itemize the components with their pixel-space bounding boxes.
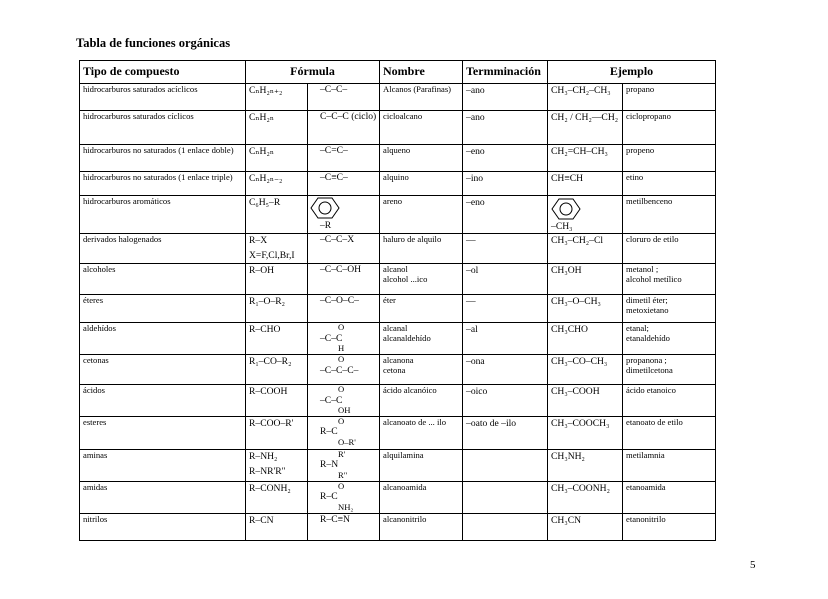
table-row: [80, 84, 716, 111]
cell-ejemplo-nombre-text: ciclopropano: [626, 111, 671, 121]
cell-nombre-text: ácido alcanóico: [383, 384, 437, 395]
cell-ejemplo-formula-text: CH₃–O–CH₃: [551, 296, 601, 308]
cell-ejemplo-formula: [548, 295, 623, 323]
cell-nombre-text: cicloalcano: [383, 111, 423, 121]
table-row: [80, 172, 716, 196]
cell-tipo-text: nitrilos: [83, 513, 108, 524]
cell-nombre-text: alcanona: [383, 354, 414, 365]
cell-formula-general-text: R₁–CO–R₂: [249, 355, 292, 367]
cell-formula-general: [246, 354, 308, 384]
cell-tipo: [80, 481, 246, 513]
cell-nombre-text: haluro de alquilo: [383, 234, 442, 245]
table-row: [80, 145, 716, 172]
cell-tipo: [80, 449, 246, 481]
cell-ejemplo-formula: [548, 323, 623, 355]
cell-formula-general-text: X=F,Cl,Br,I: [249, 250, 295, 262]
table-row: [80, 196, 716, 234]
cell-terminacion: [463, 295, 548, 323]
cell-nombre: [380, 481, 463, 513]
cell-formula-general: [246, 145, 308, 172]
table-row: [80, 295, 716, 323]
cell-ejemplo-formula: [548, 172, 623, 196]
cell-nombre-text: cetona: [383, 364, 406, 375]
cell-nombre: [380, 234, 463, 264]
cell-formula-structure-text: R–C: [320, 491, 338, 503]
cell-formula-structure-text: R–C: [320, 426, 338, 438]
benzene-ring-icon: [310, 196, 340, 220]
cell-formula-structure-text: R': [338, 449, 346, 459]
cell-formula-structure: [308, 481, 380, 513]
cell-terminacion-text: –ino: [466, 173, 484, 184]
cell-nombre-text: areno: [383, 196, 403, 206]
cell-formula-general: [246, 384, 308, 416]
cell-formula-structure-text: –R: [320, 220, 332, 231]
cell-formula-general: [246, 323, 308, 355]
table-row: [80, 111, 716, 145]
cell-formula-general-text: R–OH: [249, 265, 275, 277]
cell-tipo: [80, 234, 246, 264]
cell-nombre: [380, 513, 463, 540]
cell-ejemplo-nombre-text: dimetilcetona: [626, 364, 673, 375]
cell-terminacion-text: –eno: [466, 197, 485, 208]
cell-nombre: [380, 145, 463, 172]
cell-tipo: [80, 416, 246, 449]
cell-tipo-text: alcoholes: [83, 264, 116, 275]
cell-terminacion-text: –oico: [466, 385, 488, 397]
cell-tipo: [80, 84, 246, 111]
cell-formula-general-text: R–CHO: [249, 324, 281, 336]
header-nombre: Nombre: [380, 61, 463, 84]
cell-ejemplo-formula-text: CH₃–CH₂–CH₃: [551, 85, 611, 96]
cell-ejemplo-formula-text: CH₃CHO: [551, 324, 588, 336]
cell-tipo: [80, 111, 246, 145]
cell-formula-structure: [308, 84, 380, 111]
cell-nombre: [380, 196, 463, 234]
cell-terminacion-text: –ol: [466, 265, 479, 277]
cell-ejemplo-formula-text: CH₃–COONH₂: [551, 482, 610, 494]
cell-tipo: [80, 354, 246, 384]
cell-ejemplo-nombre-text: metanol ;: [626, 264, 659, 275]
cell-formula-general-text: R₁–O–R₂: [249, 296, 286, 308]
cell-formula-general-text: CₙH₂ₙ: [249, 146, 274, 157]
cell-ejemplo-nombre-text: cloruro de etilo: [626, 234, 679, 245]
cell-tipo-text: derivados halogenados: [83, 234, 162, 245]
table-row: [80, 323, 716, 355]
cell-tipo-text: aldehídos: [83, 323, 116, 334]
cell-formula-structure-text: –C–O–C–: [320, 295, 359, 307]
cell-ejemplo-nombre-text: propanona ;: [626, 354, 667, 365]
cell-ejemplo-nombre-text: metilamnia: [626, 449, 665, 460]
cell-formula-structure-text: –C–C–OH: [320, 264, 362, 276]
cell-ejemplo-formula-text: –CH₃: [551, 221, 573, 232]
cell-ejemplo-formula: [548, 481, 623, 513]
cell-formula-general-text: R–NH₂: [249, 450, 278, 462]
cell-formula-general-text: CₙH₂ₙ₋₂: [249, 173, 283, 184]
cell-tipo-text: esteres: [83, 416, 107, 427]
page-number: 5: [750, 559, 756, 571]
cell-terminacion: [463, 172, 548, 196]
cell-nombre: [380, 264, 463, 295]
cell-formula-general-text: CₙH₂ₙ: [249, 112, 274, 123]
cell-ejemplo-nombre: [623, 295, 716, 323]
cell-terminacion-text: –oato de –ilo: [466, 417, 517, 429]
table-row: [80, 513, 716, 540]
functions-table: [79, 60, 716, 541]
cell-formula-structure: [308, 145, 380, 172]
cell-nombre-text: alquino: [383, 172, 409, 182]
cell-tipo: [80, 172, 246, 196]
cell-tipo-text: éteres: [83, 295, 104, 306]
cell-formula-structure-text: –C≡C–: [320, 172, 348, 183]
cell-ejemplo-nombre: [623, 196, 716, 234]
cell-formula-structure: [308, 172, 380, 196]
cell-terminacion: [463, 84, 548, 111]
cell-nombre: [380, 416, 463, 449]
cell-nombre-text: alcanal: [383, 323, 408, 334]
cell-ejemplo-formula: [548, 449, 623, 481]
cell-formula-structure-text: –C–C–C–: [320, 364, 359, 376]
cell-terminacion: [463, 384, 548, 416]
cell-tipo: [80, 384, 246, 416]
cell-formula-structure: [308, 196, 380, 234]
cell-tipo: [80, 295, 246, 323]
cell-nombre-text: alcanoamida: [383, 481, 427, 492]
cell-ejemplo-nombre-text: etino: [626, 172, 644, 182]
cell-formula-structure: [308, 449, 380, 481]
cell-nombre: [380, 449, 463, 481]
cell-formula-structure: [308, 384, 380, 416]
cell-ejemplo-formula: [548, 416, 623, 449]
header-terminacion: Termminación: [463, 61, 548, 84]
cell-formula-general: [246, 234, 308, 264]
cell-nombre-text: alcanol: [383, 264, 408, 275]
cell-ejemplo-nombre-text: metilbenceno: [626, 196, 673, 206]
cell-tipo: [80, 196, 246, 234]
cell-terminacion: [463, 323, 548, 355]
cell-formula-general: [246, 449, 308, 481]
cell-ejemplo-nombre: [623, 264, 716, 295]
cell-tipo-text: hidrocarburos saturados cíclicos: [83, 111, 194, 121]
cell-ejemplo-nombre-text: etanoato de etilo: [626, 416, 683, 427]
header-row: [80, 61, 716, 84]
cell-formula-structure-text: –C–C: [320, 332, 343, 344]
cell-ejemplo-formula: [548, 264, 623, 295]
cell-terminacion: [463, 416, 548, 449]
cell-formula-general: [246, 84, 308, 111]
cell-nombre-text: Alcanos (Parafinas): [383, 84, 452, 94]
cell-formula-general: [246, 264, 308, 295]
cell-terminacion: [463, 354, 548, 384]
cell-tipo-text: amidas: [83, 481, 108, 492]
cell-ejemplo-formula: [548, 354, 623, 384]
cell-ejemplo-formula-text: CH₂ / CH₂—CH₂: [551, 112, 619, 123]
cell-ejemplo-nombre: [623, 513, 716, 540]
cell-formula-structure: [308, 234, 380, 264]
cell-ejemplo-nombre: [623, 449, 716, 481]
cell-nombre-text: alquilamina: [383, 449, 424, 460]
cell-terminacion: [463, 234, 548, 264]
cell-nombre: [380, 172, 463, 196]
cell-tipo-text: hidrocarburos saturados acíclicos: [83, 84, 198, 94]
cell-terminacion: [463, 449, 548, 481]
cell-formula-structure-text: O–R': [338, 436, 356, 447]
cell-ejemplo-formula-text: CH₃NH₂: [551, 450, 585, 462]
cell-ejemplo-nombre-text: ácido etanoico: [626, 384, 676, 395]
cell-formula-general-text: R–CONH₂: [249, 482, 291, 494]
cell-formula-general-text: CₙH₂ₙ₊₂: [249, 85, 283, 96]
cell-terminacion-text: —: [466, 296, 476, 308]
cell-formula-structure-text: –C–C–: [320, 84, 348, 95]
table-row: [80, 449, 716, 481]
cell-tipo-text: cetonas: [83, 354, 109, 365]
cell-formula-general: [246, 196, 308, 234]
cell-formula-structure-text: O: [338, 322, 345, 333]
cell-terminacion: [463, 513, 548, 540]
cell-formula-general: [246, 481, 308, 513]
cell-nombre-text: alqueno: [383, 145, 411, 155]
cell-ejemplo-nombre: [623, 354, 716, 384]
cell-terminacion-text: –ano: [466, 112, 485, 123]
cell-terminacion: [463, 264, 548, 295]
cell-formula-structure: [308, 354, 380, 384]
page-title: Tabla de funciones orgánicas: [76, 36, 231, 50]
table-row: [80, 481, 716, 513]
cell-formula-structure-text: –C=C–: [320, 145, 348, 156]
cell-ejemplo-nombre: [623, 111, 716, 145]
cell-ejemplo-formula-text: CH₃–CH₂–Cl: [551, 235, 604, 247]
cell-terminacion-text: –ano: [466, 85, 485, 96]
cell-formula-structure: [308, 264, 380, 295]
cell-ejemplo-formula-text: CH₃–CO–CH₃: [551, 355, 608, 367]
cell-formula-general-text: C₆H₅–R: [249, 197, 281, 208]
table-row: [80, 264, 716, 295]
cell-ejemplo-nombre-text: etanonitrilo: [626, 513, 666, 524]
cell-ejemplo-formula-text: CH₂=CH–CH₃: [551, 146, 608, 157]
cell-ejemplo-formula: [548, 513, 623, 540]
cell-ejemplo-nombre: [623, 234, 716, 264]
cell-ejemplo-formula: [548, 384, 623, 416]
cell-tipo-text: hidrocarburos no saturados (1 enlace doble): [83, 145, 234, 155]
cell-nombre-text: alcanonitrilo: [383, 513, 427, 524]
table-row: [80, 354, 716, 384]
cell-tipo-text: aminas: [83, 449, 108, 460]
cell-ejemplo-nombre-text: etanaldehído: [626, 332, 670, 343]
cell-tipo-text: hidrocarburos aromáticos: [83, 196, 171, 206]
cell-formula-structure: [308, 323, 380, 355]
cell-ejemplo-nombre: [623, 145, 716, 172]
cell-formula-general-text: R–COO–R': [249, 417, 294, 429]
cell-nombre-text: alcanoato de ... ilo: [383, 416, 447, 427]
cell-ejemplo-nombre-text: propeno: [626, 145, 655, 155]
cell-ejemplo-formula: [548, 145, 623, 172]
cell-terminacion: [463, 111, 548, 145]
cell-nombre: [380, 354, 463, 384]
cell-nombre: [380, 84, 463, 111]
cell-formula-structure-text: O: [338, 354, 345, 364]
cell-tipo: [80, 264, 246, 295]
cell-nombre: [380, 111, 463, 145]
cell-nombre-text: alcanaldehído: [383, 332, 431, 343]
cell-ejemplo-formula-text: CH₃CN: [551, 514, 582, 526]
cell-ejemplo-formula-text: CH₃OH: [551, 265, 582, 277]
cell-formula-structure-text: R": [338, 469, 348, 480]
header-formula: Fórmula: [246, 61, 380, 84]
cell-formula-structure-text: C–C–C (ciclo): [320, 111, 377, 122]
cell-terminacion-text: –eno: [466, 146, 485, 157]
cell-tipo: [80, 513, 246, 540]
cell-terminacion: [463, 145, 548, 172]
cell-ejemplo-nombre-text: etanoamida: [626, 481, 666, 492]
cell-ejemplo-nombre: [623, 323, 716, 355]
cell-ejemplo-nombre-text: alcohol metílico: [626, 273, 682, 284]
cell-formula-structure-text: O: [338, 416, 345, 426]
header-ejemplo: Ejemplo: [548, 61, 716, 84]
cell-ejemplo-nombre: [623, 84, 716, 111]
cell-ejemplo-formula-text: CH₃–COOCH₃: [551, 417, 610, 429]
cell-formula-structure: [308, 416, 380, 449]
cell-tipo-text: hidrocarburos no saturados (1 enlace triple): [83, 172, 233, 182]
cell-formula-general: [246, 513, 308, 540]
cell-formula-general-text: R–NR'R": [249, 465, 286, 477]
cell-ejemplo-formula: [548, 196, 623, 234]
cell-formula-structure-text: OH: [338, 404, 351, 415]
cell-ejemplo-formula: [548, 234, 623, 264]
cell-tipo: [80, 323, 246, 355]
cell-ejemplo-formula-text: CH₃–COOH: [551, 385, 600, 397]
cell-terminacion: [463, 196, 548, 234]
table-row: [80, 416, 716, 449]
cell-ejemplo-formula-text: CH≡CH: [551, 173, 584, 184]
cell-ejemplo-nombre-text: propano: [626, 84, 655, 94]
header-tipo: Tipo de compuesto: [80, 61, 246, 84]
cell-ejemplo-nombre-text: dimetil éter;: [626, 295, 668, 306]
cell-nombre-text: alcohol ...ico: [383, 273, 428, 284]
cell-formula-general: [246, 111, 308, 145]
benzene-ring-icon: [551, 197, 581, 221]
cell-nombre: [380, 323, 463, 355]
cell-terminacion-text: –ona: [466, 355, 485, 367]
cell-ejemplo-nombre-text: metoxietano: [626, 304, 669, 315]
cell-formula-general: [246, 172, 308, 196]
cell-formula-general-text: R–X: [249, 235, 268, 247]
table-row: [80, 384, 716, 416]
cell-formula-structure-text: O: [338, 481, 345, 491]
cell-formula-structure: [308, 111, 380, 145]
cell-ejemplo-nombre: [623, 416, 716, 449]
cell-ejemplo-nombre: [623, 481, 716, 513]
cell-formula-general: [246, 416, 308, 449]
cell-ejemplo-formula: [548, 84, 623, 111]
cell-formula-structure-text: R–C≡N: [320, 513, 350, 525]
cell-ejemplo-nombre: [623, 172, 716, 196]
cell-formula-structure-text: –C–C: [320, 394, 343, 406]
cell-terminacion: [463, 481, 548, 513]
cell-tipo-text: ácidos: [83, 384, 105, 395]
cell-formula-structure-text: O: [338, 384, 345, 394]
cell-formula-structure-text: –C–C–X: [320, 234, 355, 246]
cell-ejemplo-formula: [548, 111, 623, 145]
cell-ejemplo-nombre: [623, 384, 716, 416]
cell-formula-general: [246, 295, 308, 323]
cell-formula-structure: [308, 295, 380, 323]
cell-formula-structure: [308, 513, 380, 540]
cell-terminacion-text: —: [466, 235, 476, 247]
cell-formula-general-text: R–COOH: [249, 385, 288, 397]
cell-tipo: [80, 145, 246, 172]
cell-terminacion-text: –al: [466, 324, 478, 336]
cell-ejemplo-nombre-text: etanal;: [626, 323, 649, 334]
cell-nombre: [380, 295, 463, 323]
cell-nombre-text: éter: [383, 295, 396, 306]
cell-formula-general-text: R–CN: [249, 514, 274, 526]
table-row: [80, 234, 716, 264]
cell-formula-structure-text: R–N: [320, 459, 339, 471]
cell-formula-structure-text: NH₂: [338, 501, 354, 512]
cell-nombre: [380, 384, 463, 416]
cell-formula-structure-text: H: [338, 342, 345, 353]
